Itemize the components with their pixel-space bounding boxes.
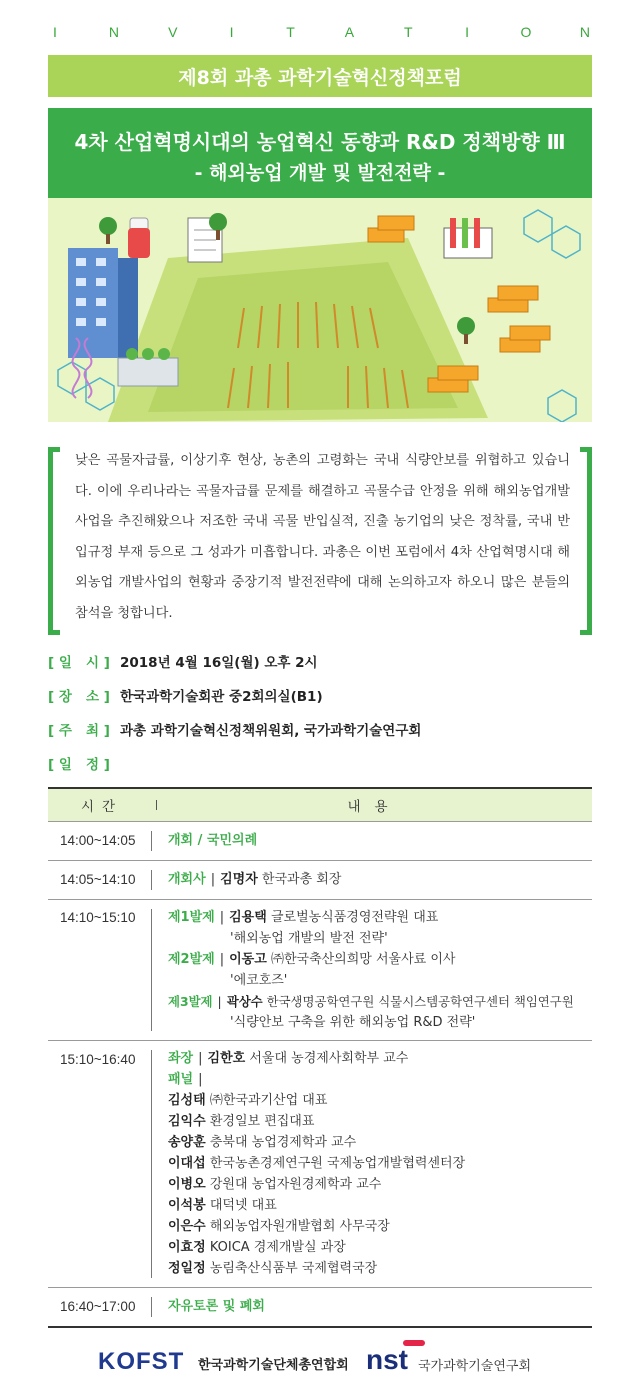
nst-logo: nst xyxy=(366,1344,408,1375)
forum-title: 제8회 과총 과학기술혁신정책포럼 xyxy=(48,55,592,97)
row-content: 제1발제 | 김용택 글로벌농식품경영전략원 대표 '해외농업 개발의 발전 전략' 제2발제 | 이동고 ㈜한국축산의희망 서울사료 이사 '에코호즈' 제3발제 | 곽상수 한국생명공학연구원 식물시스템공학연구센터 책임연구원 '식량안보 구축을 위한 해외농업 R&D 전략' xyxy=(152,900,592,1040)
talk-topic: '해외농업 개발의 발전 전략' xyxy=(230,931,388,946)
speaker-affiliation: 글로벌농식품경영전략원 대표 xyxy=(270,910,439,925)
table-row xyxy=(48,899,592,1040)
intro-bracket-left xyxy=(48,447,60,635)
speaker-affiliation: ㈜한국축산의희망 서울사료 이사 xyxy=(270,952,456,967)
panelist-name: 이병오 xyxy=(168,1177,206,1192)
kofst-logo: KOFST xyxy=(98,1348,185,1375)
invitation-letter: O xyxy=(520,24,532,40)
panelist-affiliation: 한국농촌경제연구원 국제농업개발협력센터장 xyxy=(209,1156,466,1171)
chair-label: 좌장 xyxy=(168,1051,194,1066)
panel-label: 패널 xyxy=(168,1072,194,1087)
role-label: 제3발제 xyxy=(168,994,213,1009)
panelist-affiliation: 농림축산식품부 국제협력국장 xyxy=(209,1261,378,1276)
row-content xyxy=(152,822,592,860)
panelist-affiliation: 대덕넷 대표 xyxy=(209,1198,277,1213)
talk-topic: '에코호즈' xyxy=(230,973,288,988)
speaker-name: 김명자 xyxy=(220,872,258,887)
panelist-affiliation: 강원대 농업자원경제학과 교수 xyxy=(209,1177,382,1192)
panelist-name: 정일정 xyxy=(168,1261,206,1276)
info-place xyxy=(48,684,592,706)
info-date-label: [ 일 시 ] xyxy=(48,655,110,671)
row-content xyxy=(152,1288,592,1326)
invitation-banner xyxy=(48,20,592,44)
col-time-header: 시간 xyxy=(80,799,124,815)
info-date-value: 2018년 4월 16일(월) 오후 2시 xyxy=(120,655,318,671)
panelist-name: 이은수 xyxy=(168,1219,206,1234)
planter-icon xyxy=(118,348,178,386)
panelist-name: 김익수 xyxy=(168,1114,206,1129)
main-title: 4차 산업혁명시대의 농업혁신 동향과 R&D 정책방향 Ⅲ xyxy=(74,130,566,154)
chair-name: 김한호 xyxy=(207,1051,246,1066)
row-time: 14:05~14:10 xyxy=(60,872,136,887)
invitation-letter: I xyxy=(53,24,57,40)
info-place-label: [ 장 소 ] xyxy=(48,689,110,705)
role-label: 제2발제 xyxy=(168,952,215,967)
speaker-name: 곽상수 xyxy=(226,994,263,1009)
talk-topic: '식량안보 구축을 위한 해외농업 R&D 전략' xyxy=(230,1015,476,1030)
info-host-value: 과총 과학기술혁신정책위원회, 국가과학기술연구회 xyxy=(120,723,422,739)
panelist-affiliation: ㈜한국과기산업 대표 xyxy=(209,1093,328,1108)
kofst-name: 한국과학기술단체총연합회 xyxy=(198,1358,349,1373)
row-time: 16:40~17:00 xyxy=(60,1299,136,1314)
row-content: 개회사 | 김명자 한국과총 회장 xyxy=(168,872,342,887)
info-date xyxy=(48,650,592,672)
chair-affiliation: 서울대 농경제사회학부 교수 xyxy=(249,1051,409,1066)
invitation-letter: I xyxy=(465,24,470,40)
table-row xyxy=(48,821,592,860)
invitation-letter: V xyxy=(168,24,178,40)
speaker-name: 김용택 xyxy=(229,910,267,925)
row-time: 15:10~16:40 xyxy=(60,1052,136,1067)
row-content: 좌장 | 김한호 서울대 농경제사회학부 교수 패널 | 김성태 ㈜한국과기산업 대표 김익수 환경일보 편집대표 송양훈 충북대 농업경제학과 교수 이대섭 한국농촌경제연구원 국제농업개발협력센터장 이병오 강원대 농업자원경제학과 교수 이석봉 대덕넷 대표 이은수 해외농업자원개발협회 사무국장 이효정 KOICA 경제개발실 과장 정일정 농림축산식품부 국제협력국장 xyxy=(168,1051,466,1276)
panelist-name: 이석봉 xyxy=(168,1198,206,1213)
panelist-name: 이효정 xyxy=(168,1240,206,1255)
row-time: 14:00~14:05 xyxy=(60,833,136,848)
col-content-header: 내용 xyxy=(347,799,402,815)
smart-farm-illustration xyxy=(48,198,592,422)
closing-text: 자유토론 및 폐회 xyxy=(168,1299,265,1314)
info-schedule xyxy=(48,752,592,774)
schedule-header xyxy=(48,789,592,821)
agriculture-illustration xyxy=(48,198,592,422)
panelist-affiliation: 환경일보 편집대표 xyxy=(209,1114,315,1129)
footer-logos xyxy=(48,1338,592,1388)
panelist-name: 이대섭 xyxy=(168,1156,206,1171)
invitation-letter: T xyxy=(286,24,295,40)
invitation-letter: N xyxy=(108,24,119,40)
invitation-letter: A xyxy=(344,24,355,40)
invitation-letter: T xyxy=(403,24,413,40)
panelist-affiliation: 충북대 농업경제학과 교수 xyxy=(209,1135,357,1150)
bottle-icon xyxy=(128,218,150,258)
schedule-table xyxy=(48,787,592,1328)
speaker-affiliation: 한국과총 회장 xyxy=(261,872,342,887)
info-schedule-label: [ 일 정 ] xyxy=(48,757,110,773)
table-row xyxy=(48,1040,592,1287)
intro-paragraph: 낮은 곡물자급률, 이상기후 현상, 농촌의 고령화는 국내 식량안보를 위협하고 있습니다. 이에 우리나라는 곡물자급률 문제를 해결하고 곡물수급 안정을 위해 해외농업개발 사업을 추진해왔으나 저조한 국내 곡물 반입실적, 진출 농기업의 낮은 정착률, 국내 반입규정 부재 등으로 그 성과가 미흡합니다. 과총은 이번 포럼에서 4차 산업혁명시대 해외농업 개발사업의 현황과 중장기적 발전전략에 대해 논의하고자 하오니 많은 분들의 참석을 청합니다. xyxy=(75,453,570,621)
table-row xyxy=(48,860,592,899)
panelist-name: 송양훈 xyxy=(168,1135,206,1150)
row-time: 14:10~15:10 xyxy=(60,910,136,925)
intro-bracket-right xyxy=(580,447,592,635)
info-host-label: [ 주 최 ] xyxy=(48,723,110,739)
hero-title-block xyxy=(48,108,592,198)
opening-text: 개회 / 국민의례 xyxy=(168,833,258,848)
invitation-letter: N xyxy=(579,24,590,40)
invitation-letter: I xyxy=(229,24,234,40)
info-host xyxy=(48,718,592,740)
role-label: 제1발제 xyxy=(168,910,215,925)
speaker-name: 이동고 xyxy=(229,952,267,967)
info-place-value: 한국과학기술회관 중2회의실(B1) xyxy=(120,689,323,705)
speaker-affiliation: 한국생명공학연구원 식물시스템공학연구센터 책임연구원 xyxy=(266,994,574,1009)
panelist-affiliation: KOICA 경제개발실 과장 xyxy=(209,1240,346,1255)
nst-name: 국가과학기술연구회 xyxy=(418,1359,532,1374)
role-label: 개회사 xyxy=(168,872,206,887)
table-row xyxy=(48,1287,592,1326)
panelist-name: 김성태 xyxy=(168,1093,206,1108)
subtitle: - 해외농업 개발 및 발전전략 - xyxy=(194,162,446,184)
panelist-affiliation: 해외농업자원개발협회 사무국장 xyxy=(209,1219,390,1234)
